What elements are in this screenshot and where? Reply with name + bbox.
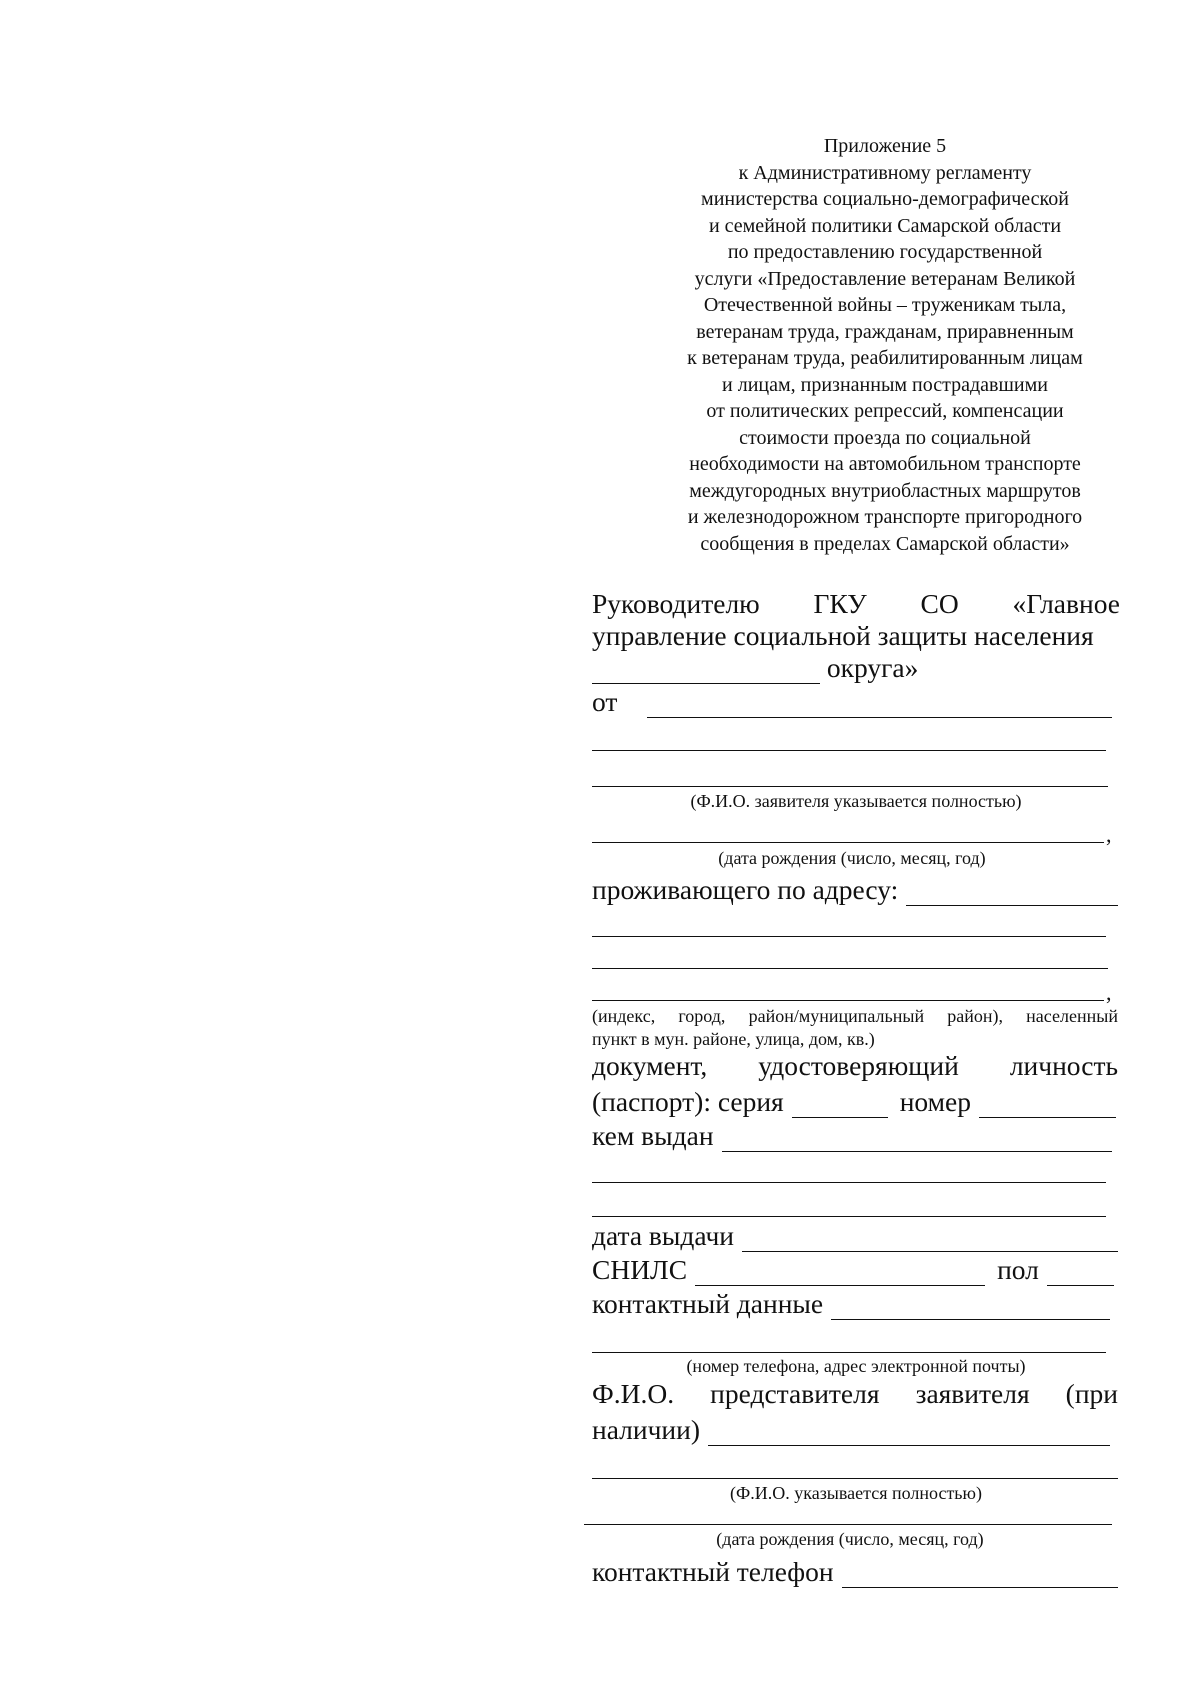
contact-label: контактный данные <box>592 1288 824 1319</box>
issue-date-field[interactable] <box>742 1225 1118 1252</box>
addressee-line-2: управление социальной защиты населения <box>592 620 1094 651</box>
rep-word: представителя <box>710 1378 880 1409</box>
phone-label: контактный телефон <box>592 1556 834 1587</box>
appendix-line: министерства социально-демографической <box>701 188 1069 210</box>
sex-field[interactable] <box>1047 1259 1114 1286</box>
fio-field[interactable] <box>647 691 1112 718</box>
rep-fio-caption: (Ф.И.О. указывается полностью) <box>730 1483 982 1503</box>
appendix-line: и лицам, признанным пострадавшими <box>722 373 1048 396</box>
address-label: проживающего по адресу: <box>592 874 899 905</box>
issue-date-label: дата выдачи <box>592 1220 735 1251</box>
district-suffix: округа» <box>826 652 919 683</box>
birth-date-field[interactable] <box>592 842 1104 843</box>
rep-row-1 <box>592 1378 1118 1412</box>
passport-series-field[interactable] <box>792 1091 888 1118</box>
issue-date-row <box>592 1218 1118 1252</box>
sex-label: пол <box>997 1254 1039 1285</box>
addressee-line-3 <box>592 652 1120 686</box>
appendix-line: ветеранам труда, гражданам, приравненным <box>696 320 1074 343</box>
rep-fio-field-line-2[interactable] <box>592 1478 1118 1479</box>
appendix-line: к Административному регламенту <box>738 161 1032 184</box>
snils-row <box>592 1252 1114 1286</box>
caption-word: район), <box>947 1006 1004 1026</box>
appendix-line: и железнодорожном транспорте пригородного <box>687 506 1083 528</box>
issued-by-row <box>592 1118 1112 1152</box>
address-caption-line-2: пункт в мун. районе, улица, дом, кв.) <box>592 1029 875 1049</box>
appendix-line: Отечественной войны – труженикам тыла, <box>703 294 1067 316</box>
appendix-line: и семейной политики Самарской области <box>708 214 1062 237</box>
appendix-line: услуги «Предоставление ветеранам Великой <box>694 267 1076 290</box>
appendix-line: междугородных внутриобластных маршрутов <box>689 479 1081 502</box>
address-caption-line-1 <box>592 1005 1118 1027</box>
caption-word: город, <box>678 1006 726 1026</box>
address-row <box>592 872 1118 906</box>
rep-row-2 <box>592 1412 1110 1446</box>
district-field[interactable] <box>592 657 820 684</box>
birth-date-caption: (дата рождения (число, месяц, год) <box>718 848 986 868</box>
addressee-line-1 <box>592 588 1120 622</box>
address-field-line-3[interactable] <box>592 968 1108 969</box>
rep-birth-date-field[interactable] <box>584 1524 1112 1525</box>
from-label: от <box>592 686 618 717</box>
address-field[interactable] <box>906 879 1118 906</box>
appendix-line: к ветеранам труда, реабилитированным лицам <box>687 347 1083 369</box>
rep-word: заявителя <box>915 1378 1030 1409</box>
issued-by-field[interactable] <box>722 1125 1112 1152</box>
phone-row <box>592 1554 1118 1588</box>
doc-word: удостоверяющий <box>758 1050 959 1081</box>
issued-by-field-line-3[interactable] <box>592 1216 1106 1217</box>
appendix-line: стоимости проезда по социальной <box>739 426 1031 449</box>
fio-field-line-2[interactable] <box>592 750 1106 751</box>
rep-presence-label: наличии) <box>592 1414 701 1445</box>
fio-caption: (Ф.И.О. заявителя указывается полностью) <box>690 791 1022 811</box>
issued-by-field-line-2[interactable] <box>592 1182 1106 1183</box>
addressee-word: ГКУ <box>813 588 867 619</box>
passport-series-label: (паспорт): серия <box>592 1086 784 1117</box>
birth-date-comma: , <box>1106 822 1112 847</box>
rep-word: (при <box>1065 1378 1118 1409</box>
rep-fio-field[interactable] <box>708 1419 1110 1446</box>
address-field-line-2[interactable] <box>592 936 1106 937</box>
rep-word: Ф.И.О. <box>592 1378 675 1409</box>
passport-number-field[interactable] <box>979 1091 1116 1118</box>
addressee-word: СО <box>920 588 959 619</box>
appendix-line: Приложение 5 <box>823 135 947 157</box>
doc-row-1 <box>592 1050 1118 1084</box>
caption-word: (индекс, <box>592 1006 656 1026</box>
doc-word: личность <box>1009 1050 1118 1081</box>
doc-word: документ, <box>592 1050 708 1081</box>
snils-field[interactable] <box>695 1259 985 1286</box>
contact-row <box>592 1286 1110 1320</box>
fio-field-line-3[interactable] <box>592 786 1108 787</box>
address-comma: , <box>1106 980 1112 1005</box>
contact-field[interactable] <box>831 1293 1110 1320</box>
passport-row <box>592 1084 1116 1118</box>
passport-number-label: номер <box>899 1086 972 1117</box>
addressee-word: «Главное <box>1012 588 1120 619</box>
appendix-line: сообщения в пределах Самарской области» <box>700 532 1070 555</box>
issued-by-label: кем выдан <box>592 1120 714 1151</box>
caption-word: населенный <box>1026 1006 1118 1026</box>
appendix-line: необходимости на автомобильном транспорте <box>689 453 1081 475</box>
snils-label: СНИЛС <box>592 1254 688 1285</box>
contact-caption: (номер телефона, адрес электронной почты) <box>686 1356 1026 1376</box>
caption-word: район/муниципальный <box>748 1006 925 1026</box>
appendix-header <box>655 133 1115 557</box>
contact-field-line-2[interactable] <box>592 1352 1106 1353</box>
phone-field[interactable] <box>842 1561 1118 1588</box>
appendix-line: по предоставлению государственной <box>727 241 1043 263</box>
appendix-line: от политических репрессий, компенсации <box>706 400 1064 422</box>
from-row <box>592 684 1112 718</box>
rep-birth-date-caption: (дата рождения (число, месяц, год) <box>716 1529 984 1549</box>
address-field-line-4[interactable] <box>592 1000 1104 1001</box>
addressee-word: Руководителю <box>592 588 760 619</box>
